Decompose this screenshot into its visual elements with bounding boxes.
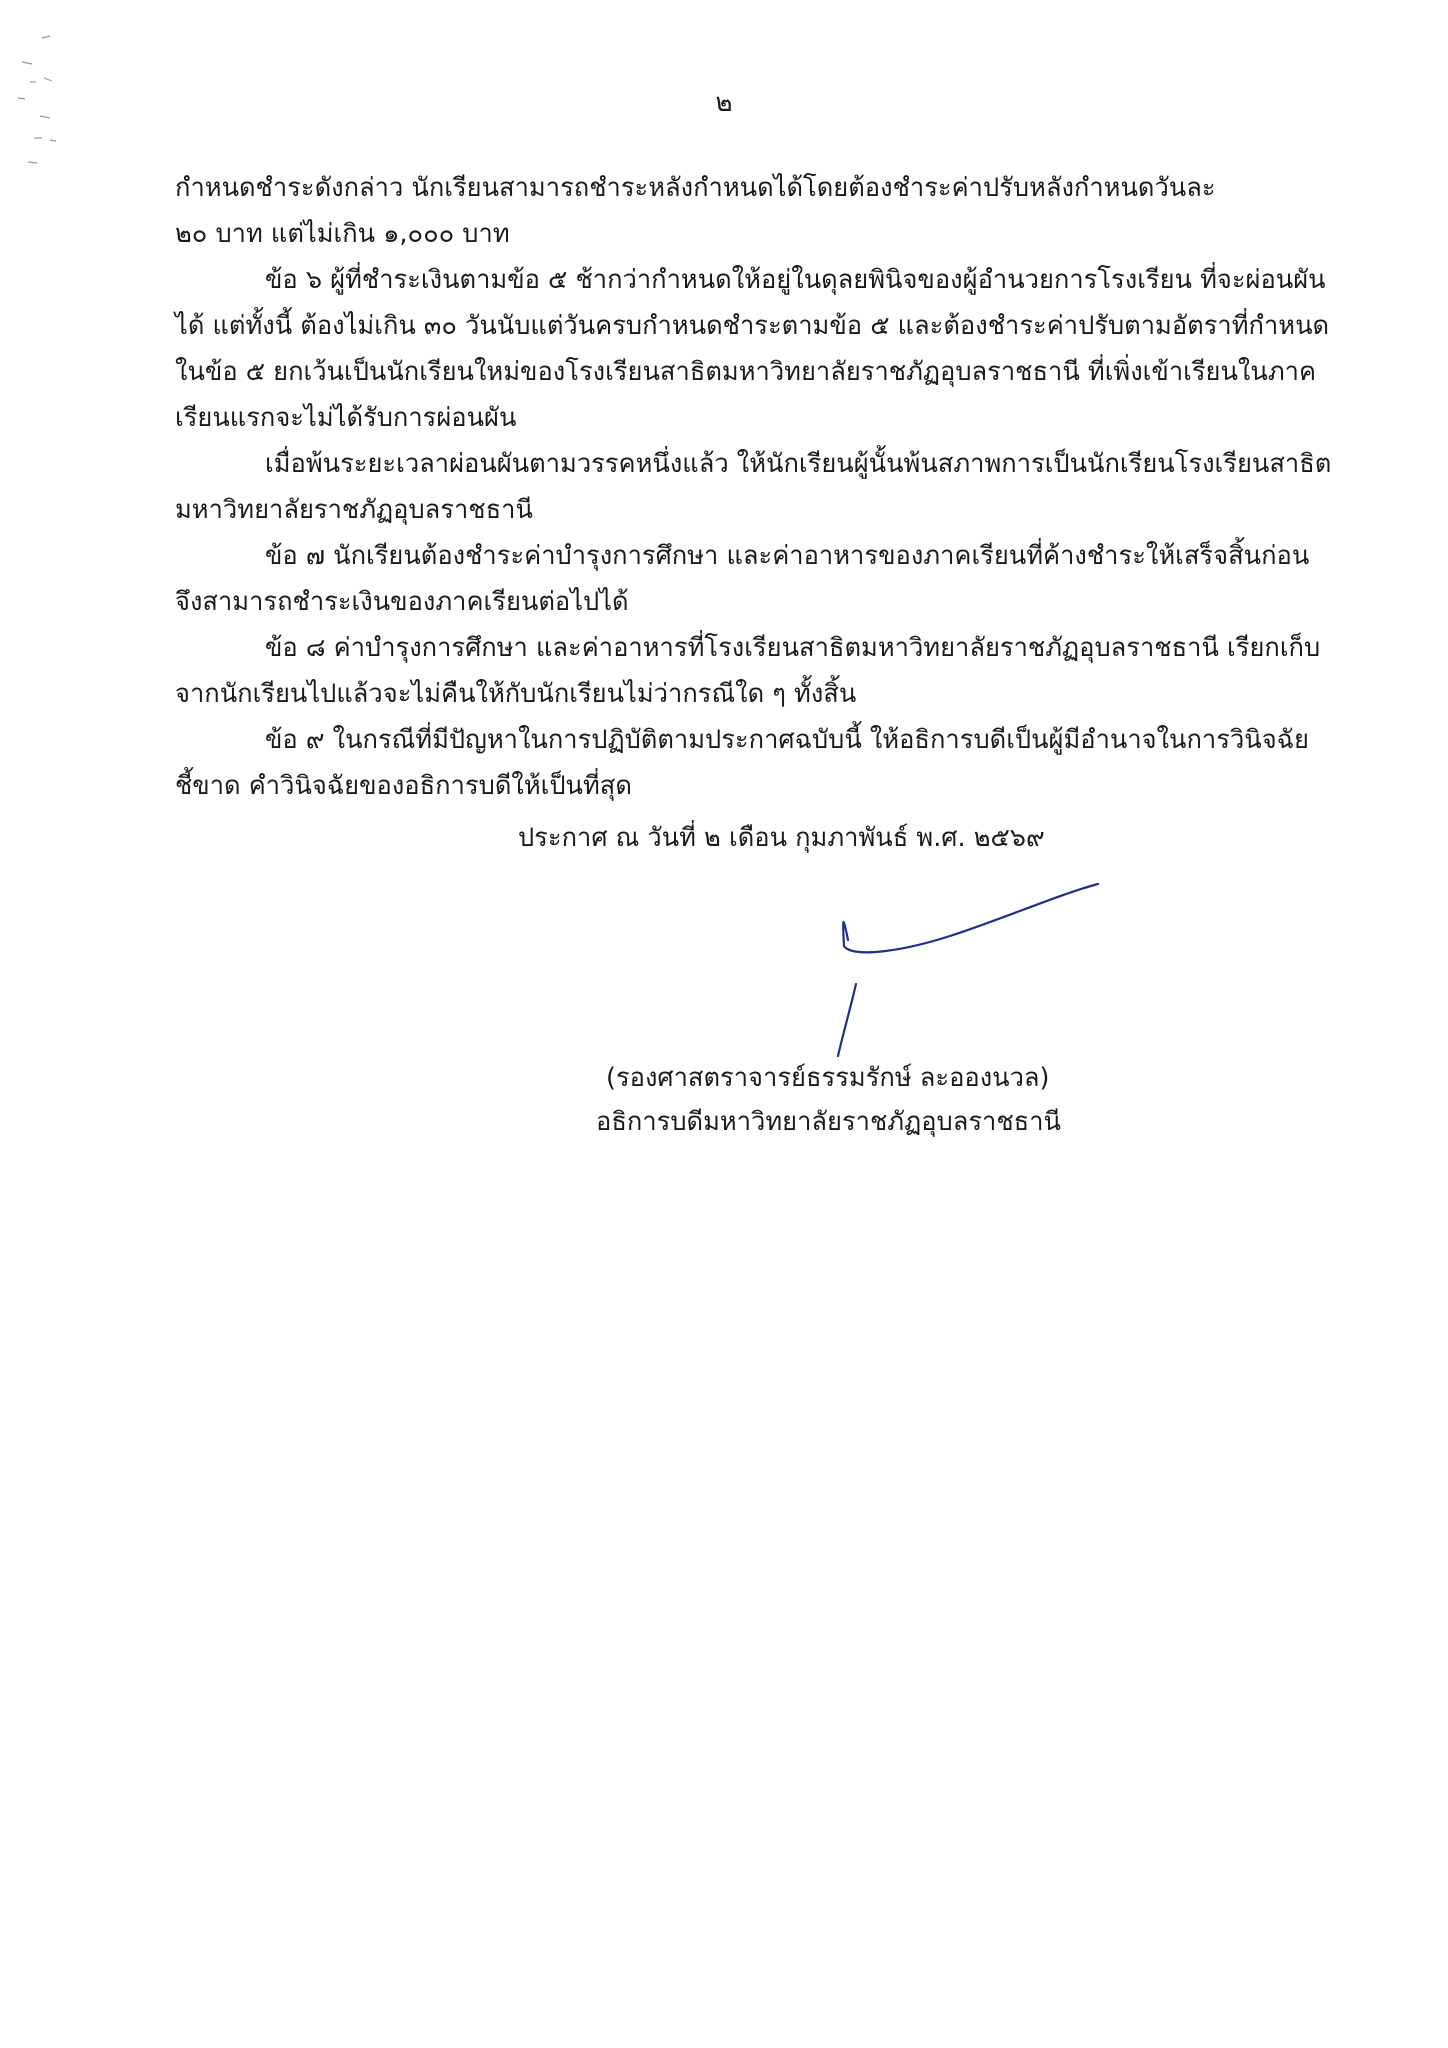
text-line: ข้อ ๙ ในกรณีที่มีปัญหาในการปฏิบัติตามประกาศฉบับนี้ ให้อธิการบดีเป็นผู้มีอำนาจในการวินิจฉัย bbox=[265, 725, 1309, 755]
paragraph-clause-6 bbox=[175, 257, 1330, 441]
text-line: ในข้อ ๕ ยกเว้นเป็นนักเรียนใหม่ของโรงเรียนสาธิตมหาวิทยาลัยราชภัฏอุบลราชธานี ที่เพิ่งเข้าเรียนในภาค bbox=[175, 357, 1317, 387]
text-line: ข้อ ๗ นักเรียนต้องชำระค่าบำรุงการศึกษา และค่าอาหารของภาคเรียนที่ค้างชำระให้เสร็จสิ้นก่อน bbox=[265, 541, 1310, 571]
page-number: ๒ bbox=[715, 88, 733, 118]
text-line: ได้ แต่ทั้งนี้ ต้องไม่เกิน ๓๐ วันนับแต่วันครบกำหนดชำระตามข้อ ๕ และต้องชำระค่าปรับตามอัตราที่กำหนด bbox=[175, 311, 1330, 341]
paragraph-clause-8 bbox=[175, 625, 1321, 717]
text-line: ชี้ขาด คำวินิจฉัยของอธิการบดีให้เป็นที่สุด bbox=[175, 771, 632, 801]
proclamation-date: ประกาศ ณ วันที่ ๒ เดือน กุมภาพันธ์ พ.ศ. ๒๕๖๙ bbox=[518, 823, 1045, 853]
text-line: จากนักเรียนไปแล้วจะไม่คืนให้กับนักเรียนไม่ว่ากรณีใด ๆ ทั้งสิ้น bbox=[175, 679, 857, 709]
text-line: กำหนดชำระดังกล่าว นักเรียนสามารถชำระหลังกำหนดได้โดยต้องชำระค่าปรับหลังกำหนดวันละ bbox=[175, 173, 1216, 203]
text-line: ข้อ ๘ ค่าบำรุงการศึกษา และค่าอาหารที่โรงเรียนสาธิตมหาวิทยาลัยราชภัฏอุบลราชธานี เรียกเก็บ bbox=[265, 633, 1321, 663]
document-body bbox=[175, 165, 1332, 809]
text-line: ๒๐ บาท แต่ไม่เกิน ๑,๐๐๐ บาท bbox=[175, 219, 510, 249]
paragraph-clause-9 bbox=[175, 717, 1309, 809]
signatory-title: อธิการบดีมหาวิทยาลัยราชภัฏอุบลราชธานี bbox=[596, 1107, 1061, 1137]
paragraph-grace-period bbox=[175, 441, 1332, 533]
text-line: จึงสามารถชำระเงินของภาคเรียนต่อไปได้ bbox=[175, 587, 629, 617]
signatory-name: (รองศาสตราจารย์ธรรมรักษ์ ละอองนวล) bbox=[606, 1063, 1050, 1093]
text-line: เรียนแรกจะไม่ได้รับการผ่อนผัน bbox=[175, 403, 517, 433]
paragraph-clause-7 bbox=[175, 533, 1310, 625]
text-line: มหาวิทยาลัยราชภัฏอุบลราชธานี bbox=[175, 495, 533, 525]
text-line: ข้อ ๖ ผู้ที่ชำระเงินตามข้อ ๕ ช้ากว่ากำหนดให้อยู่ในดุลยพินิจของผู้อำนวยการโรงเรียน ที่จะผ่อนผัน bbox=[265, 265, 1326, 295]
paragraph-1 bbox=[175, 165, 1285, 257]
text-line: เมื่อพ้นระยะเวลาผ่อนผันตามวรรคหนึ่งแล้ว ให้นักเรียนผู้นั้นพ้นสภาพการเป็นนักเรียนโรงเรียนสาธิต bbox=[265, 449, 1332, 479]
